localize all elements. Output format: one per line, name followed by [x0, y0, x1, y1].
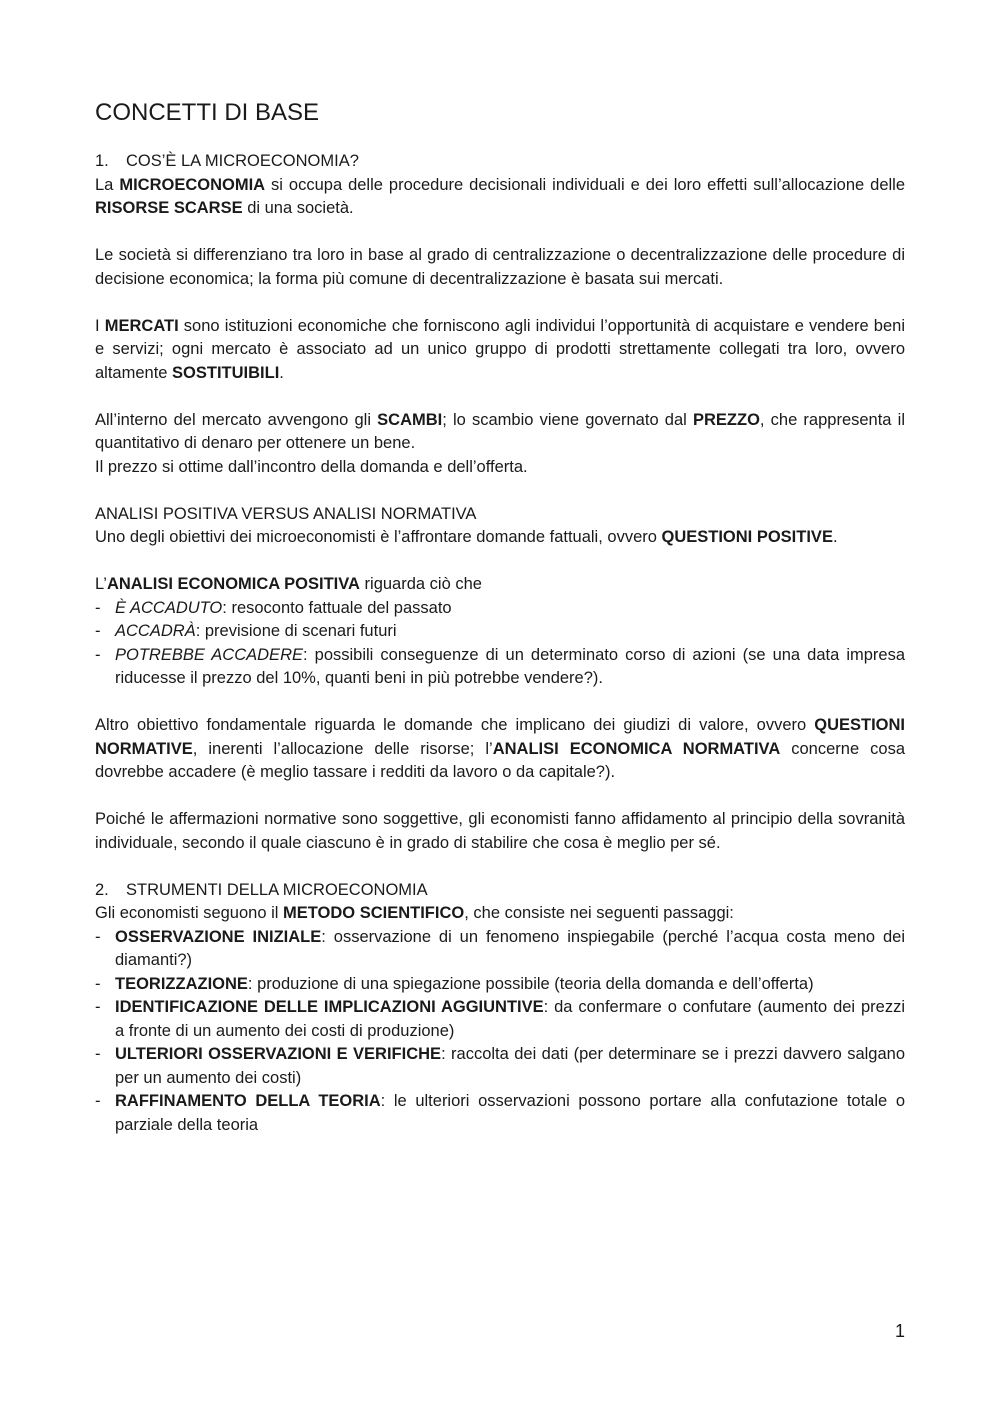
- document-page: [95, 98, 905, 1137]
- key-term: QUESTIONI NORMATIVE: [95, 716, 905, 758]
- key-term: SOSTITUIBILI: [172, 363, 280, 382]
- paragraph: Altro obiettivo fondamentale riguarda le domande che implicano dei giudizi di valore, ovvero QUESTIONI NORMATIVE, inerenti l’allocazione delle risorse; l’ANALISI ECONOMICA NORMATIVA concerne cosa dovrebbe accadere (è meglio tassare i redditi da lavoro o da capitale?).: [95, 716, 905, 781]
- paragraph: L’ANALISI ECONOMICA POSITIVA riguarda ciò che: [95, 575, 482, 593]
- dash-bullet: -: [95, 598, 101, 617]
- section-title: COS’È LA MICROECONOMIA?: [126, 152, 359, 170]
- dash-bullet: -: [95, 1045, 101, 1063]
- page-number: 1: [894, 1321, 905, 1341]
- list-item: - È ACCADUTO: resoconto fattuale del passato: [95, 597, 905, 621]
- list-item: - RAFFINAMENTO DELLA TEORIA: le ulteriori osservazioni possono portare alla confutazione totale o parziale della teoria: [95, 1092, 905, 1134]
- key-term: PREZZO: [692, 410, 760, 429]
- key-term: MICROECONOMIA: [119, 175, 266, 194]
- dash-bullet: -: [95, 1092, 101, 1110]
- subheading: ANALISI POSITIVA VERSUS ANALISI NORMATIVA: [95, 504, 477, 523]
- list-item: - OSSERVAZIONE INIZIALE: osservazione di un fenomeno inspiegabile (perché l’acqua costa meno dei diamanti?): [95, 927, 906, 969]
- scientific-method-list: [95, 926, 905, 1138]
- positive-analysis-list: [95, 597, 905, 691]
- key-term: MERCATI: [104, 316, 179, 335]
- key-term: QUESTIONI POSITIVE: [661, 528, 833, 546]
- key-term: ANALISI ECONOMICA POSITIVA: [106, 575, 360, 593]
- key-term: METODO SCIENTIFICO: [283, 904, 465, 922]
- key-term: SCAMBI: [377, 410, 443, 429]
- section-number: 1.: [95, 152, 109, 170]
- document-title: CONCETTI DI BASE: [95, 99, 320, 126]
- key-term: RISORSE SCARSE: [95, 199, 243, 217]
- dash-bullet: -: [95, 974, 101, 993]
- dash-bullet: -: [95, 927, 101, 946]
- dash-bullet: -: [95, 622, 101, 640]
- section-number: 2.: [95, 880, 109, 899]
- paragraph: Il prezzo si ottime dall’incontro della domanda e dell’offerta.: [95, 457, 528, 476]
- paragraph: Poiché le affermazioni normative sono soggettive, gli economisti fanno affidamento al principio della sovranità individuale, secondo il quale ciascuno è in grado di stabilire che cosa è meglio per sé.: [95, 810, 905, 852]
- list-item: - ACCADRÀ: previsione di scenari futuri: [95, 620, 905, 644]
- paragraph: I MERCATI sono istituzioni economiche che forniscono agli individui l’opportunità di acquistare e vendere beni e servizi; ogni mercato è associato ad un unico gruppo di prodotti strettamente collegati tra loro, ovvero altamente SOSTITUIBILI.: [95, 316, 906, 382]
- list-item: - IDENTIFICAZIONE DELLE IMPLICAZIONI AGGIUNTIVE: da confermare o confutare (aumento dei prezzi a fronte di un aumento dei costi di produzione): [95, 998, 905, 1040]
- list-item: - TEORIZZAZIONE: produzione di una spiegazione possibile (teoria della domanda e dell’offerta): [95, 973, 905, 997]
- dash-bullet: -: [95, 645, 101, 664]
- section-1-heading: [95, 150, 905, 174]
- paragraph: All’interno del mercato avvengono gli SCAMBI; lo scambio viene governato dal PREZZO, che rappresenta il quantitativo di denaro per ottenere un bene.: [95, 410, 905, 452]
- paragraph: Le società si differenziano tra loro in base al grado di centralizzazione o decentralizzazione delle procedure di decisione economica; la forma più comune di decentralizzazione è basata sui mercati.: [95, 246, 905, 288]
- key-term: ANALISI ECONOMICA NORMATIVA: [492, 739, 781, 758]
- paragraph: Uno degli obiettivi dei microeconomisti è l’affrontare domande fattuali, ovvero QUESTIONI POSITIVE.: [95, 528, 838, 546]
- list-item: - POTREBBE ACCADERE: possibili conseguenze di un determinato corso di azioni (se una data impresa riducesse il prezzo del 10%, quanti beni in più potrebbe vendere?).: [95, 645, 906, 687]
- paragraph: La MICROECONOMIA si occupa delle procedure decisionali individuali e dei loro effetti sull’allocazione delle RISORSE SCARSE di una società.: [95, 175, 905, 217]
- paragraph: Gli economisti seguono il METODO SCIENTIFICO, che consiste nei seguenti passaggi:: [95, 904, 734, 922]
- section-2-heading: [95, 879, 905, 903]
- section-title: STRUMENTI DELLA MICROECONOMIA: [126, 880, 428, 899]
- dash-bullet: -: [95, 998, 101, 1016]
- list-item: - ULTERIORI OSSERVAZIONI E VERIFICHE: raccolta dei dati (per determinare se i prezzi davvero salgano per un aumento dei costi): [95, 1045, 905, 1087]
